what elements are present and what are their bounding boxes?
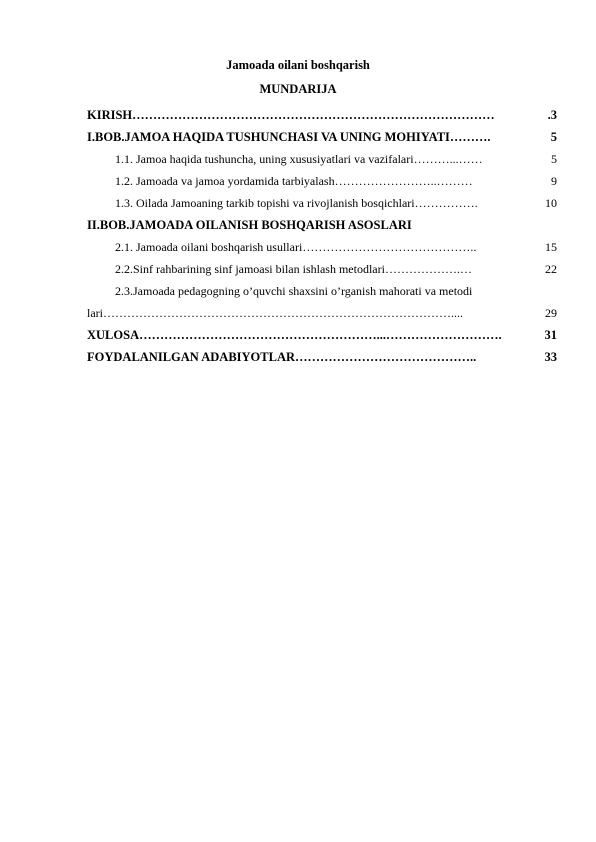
toc-entry-text: XULOSA: [87, 328, 140, 342]
toc-entry-text: 2.2.Sinf rahbarining sinf jamoasi bilan ishlash metodlari: [115, 262, 385, 276]
toc-entry-chapter-1: [87, 126, 557, 148]
toc-entry-1-1: [87, 148, 557, 170]
toc-entry-kirish: [87, 104, 557, 126]
toc-entry-text: lari: [87, 306, 103, 320]
toc-entry-leader: ……………….…: [384, 262, 472, 276]
toc-entry-1-2: [87, 170, 557, 192]
toc-entry-text: II.BOB.JAMOADA OILANISH BOSHQARISH ASOSLARI: [87, 218, 412, 232]
toc-entry-leader: …………….: [414, 196, 478, 210]
toc-entry-page: 9: [551, 174, 557, 188]
toc-entry-references: [87, 346, 557, 368]
toc-entry-page: 33: [544, 350, 557, 364]
toc-entry-leader: ………...……: [413, 152, 483, 166]
toc-entry-text: KIRISH: [87, 108, 133, 122]
toc-entry-2-3-continued: [87, 302, 557, 324]
toc-entry-text: I.BOB.JAMOA HAQIDA TUSHUNCHASI VA UNING MOHIYATI: [87, 130, 450, 144]
toc-entry-page: 5: [551, 152, 557, 166]
toc-entry-text: 2.3.Jamoada pedagogning o’quvchi shaxsini o’rganish mahorati va metodi: [115, 284, 473, 298]
toc-entry-page: 22: [545, 262, 557, 276]
toc-entry-leader: ……………………………………..: [295, 350, 477, 364]
toc-entry-text: 1.2. Jamoada va jamoa yordamida tarbiyalash: [115, 174, 335, 188]
toc-entry-page: 15: [545, 240, 557, 254]
toc-entry-1-3: [87, 192, 557, 214]
toc-entry-2-3: [87, 280, 557, 302]
toc-entry-chapter-2: [87, 214, 557, 236]
toc-heading: MUNDARIJA: [259, 82, 337, 96]
toc-entry-xulosa: [87, 324, 557, 346]
toc-entry-leader: …………………………………………………...……………………….: [139, 328, 502, 342]
toc-entry-text: 1.1. Jamoa haqida tushuncha, uning xususiyatlari va vazifalari: [115, 152, 414, 166]
toc-entry-leader: ……………………………………………………………………………....: [103, 306, 463, 320]
toc-entry-leader: ……………………..………: [334, 174, 473, 188]
toc-entry-page: 29: [545, 306, 557, 320]
toc-entry-leader: ……….: [449, 130, 491, 144]
toc-entry-leader: ……………………………………..: [302, 240, 477, 254]
toc-entry-page: 31: [544, 328, 557, 342]
table-of-contents: [87, 104, 557, 368]
toc-entry-text: 1.3. Oilada Jamoaning tarkib topishi va rivojlanish bosqichlari: [115, 196, 415, 210]
toc-entry-text: FOYDALANILGAN ADABIYOTLAR: [87, 350, 296, 364]
toc-entry-page: .3: [547, 108, 557, 122]
toc-entry-page: 10: [545, 196, 557, 210]
document-title: Jamoada oilani boshqarish: [226, 58, 370, 72]
toc-entry-leader: ……………………………………………………………………………: [132, 108, 495, 122]
toc-entry-text: 2.1. Jamoada oilani boshqarish usullari: [115, 240, 303, 254]
toc-entry-2-2: [87, 258, 557, 280]
toc-entry-page: 5: [550, 130, 557, 144]
toc-entry-2-1: [87, 236, 557, 258]
